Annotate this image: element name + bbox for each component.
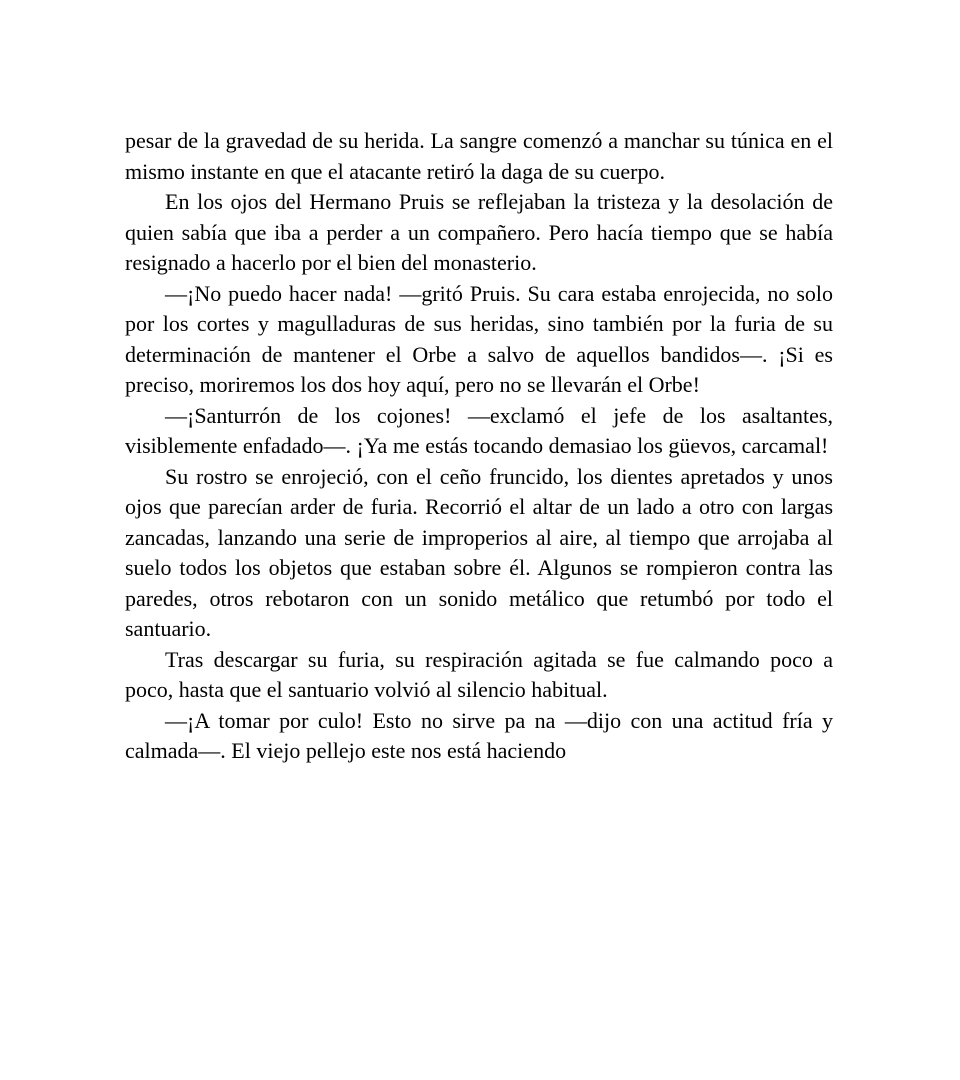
- paragraph: —¡No puedo hacer nada! —gritó Pruis. Su cara estaba enrojecida, no solo por los cortes y magulladuras de sus heridas, sino también por la furia de su determinación de mantener el Orbe a salvo de aquellos bandidos—. ¡Si es preciso, moriremos los dos hoy aquí, pero no se llevarán el Orbe!: [125, 280, 833, 397]
- paragraph: Tras descargar su furia, su respiración agitada se fue calmando poco a poco, hasta que el santuario volvió al silencio habitual.: [125, 646, 833, 702]
- page-text-block: [125, 126, 833, 767]
- paragraph: —¡A tomar por culo! Esto no sirve pa na —dijo con una actitud fría y calmada—. El viejo pellejo este nos está haciendo: [125, 707, 833, 763]
- paragraph: pesar de la gravedad de su herida. La sangre comenzó a manchar su túnica en el mismo instante en que el atacante retiró la daga de su cuerpo.: [125, 128, 833, 184]
- paragraph: —¡Santurrón de los cojones! —exclamó el jefe de los asaltantes, visiblemente enfadado—. ¡Ya me estás tocando demasiao los güevos, carcamal!: [125, 402, 833, 458]
- paragraph: Su rostro se enrojeció, con el ceño fruncido, los dientes apretados y unos ojos que parecían arder de furia. Recorrió el altar de un lado a otro con largas zancadas, lanzando una serie de improperios al aire, al tiempo que arrojaba al suelo todos los objetos que estaban sobre él. Algunos se rompieron contra las paredes, otros rebotaron con un sonido metálico que retumbó por todo el santuario.: [125, 463, 833, 641]
- paragraph: En los ojos del Hermano Pruis se reflejaban la tristeza y la desolación de quien sabía que iba a perder a un compañero. Pero hacía tiempo que se había resignado a hacerlo por el bien del monasterio.: [125, 189, 833, 275]
